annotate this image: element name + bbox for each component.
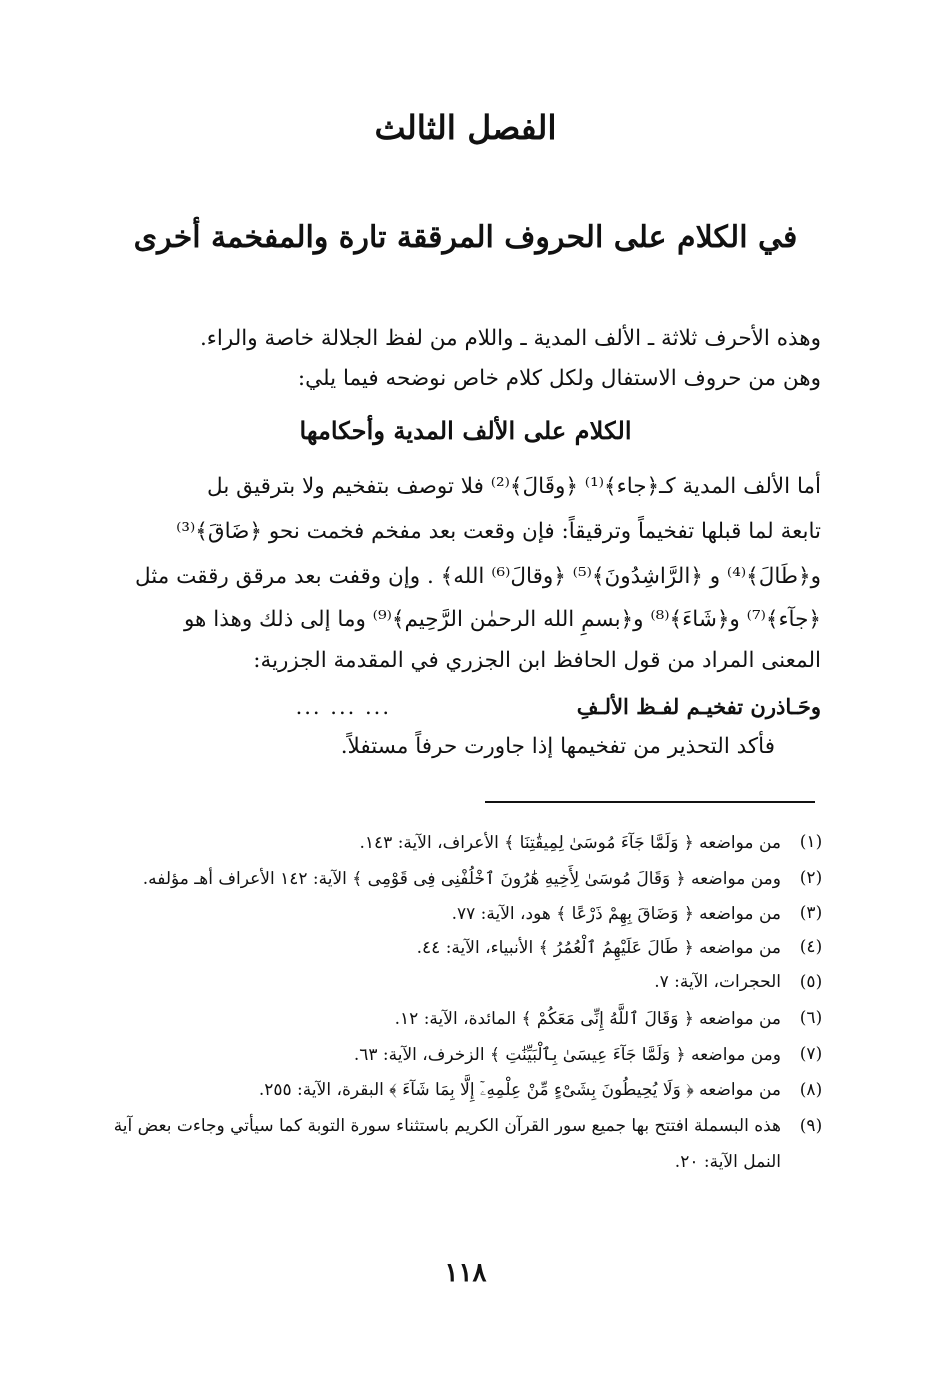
body-line-2: تابعة لما قبلها تفخيماً وترقيقاً: فإن وقعت بعد مفخم فخمت نحو ﴿ضَاقَ﴾⁽³⁾ (176, 519, 821, 544)
footnote-number: (٤) (799, 937, 823, 957)
footnote-number: (١) (799, 832, 823, 852)
footnote-text: هذه البسملة افتتح بها جميع سور القرآن الكريم باستثناء سورة التوبة كما سيأتي وجاءت بعض آية (113, 1116, 781, 1136)
conclusion: فأكد التحذير من تفخيمها إذا جاورت حرفاً مستفلاً. (340, 734, 775, 759)
body-line-1: أما الألف المدية كـ﴿جاء﴾⁽¹⁾ ﴿وقَالَ﴾⁽²⁾ فلا توصف بتفخيم ولا بترقيق بل (207, 474, 821, 499)
intro-line-2: وهن من حروف الاستفال ولكل كلام خاص نوضحه فيما يلي: (297, 366, 821, 391)
body-line-5: المعنى المراد من قول الحافظ ابن الجزري في المقدمة الجزرية: (253, 648, 821, 673)
section-title: الكلام على الألف المدية وأحكامها (299, 416, 632, 445)
verse-ellipsis: ... ... ... (295, 695, 391, 719)
footnote-number: (٩) (799, 1116, 823, 1136)
footnote-text: ومن مواضعه ﴿ وَلَمَّا جَآءَ عِيسَىٰ بِٱلْبَيِّنَٰتِ ﴾ الزخرف، الآية: ٦٣. (353, 1045, 781, 1065)
body-line-3: و﴿طَالَ﴾⁽⁴⁾ و ﴿الرَّاشِدُونَ﴾⁽⁵⁾ ﴿وقالَ⁽⁶⁾ الله﴾ . وإن وقفت بعد مرقق رققت مثل (134, 564, 821, 589)
footnote-text: من مواضعه ﴿ وَضَاقَ بِهِمْ ذَرْعًا ﴾ هود، الآية: ٧٧. (451, 904, 781, 924)
footnote-text: من مواضعه ﴿ وَقَالَ ٱللَّهُ إِنِّى مَعَكُمْ ﴾ المائدة، الآية: ١٢. (394, 1009, 781, 1029)
footnote-number: (٨) (799, 1080, 823, 1100)
footnote-text: النمل الآية: ٢٠. (674, 1152, 781, 1172)
footnote-number: (٥) (799, 972, 823, 992)
footnote-number: (٧) (799, 1044, 823, 1064)
footnote-text: الحجرات، الآية: ٧. (654, 972, 781, 992)
footnote-text: من مواضعه ﴿ وَلَا يُحِيطُونَ بِشَىْءٍ مِّنْ عِلْمِهِۦٓ إِلَّا بِمَا شَآءَ ﴾ البقرة، الآية: ٢٥٥. (258, 1080, 781, 1100)
chapter-subtitle: في الكلام على الحروف المرققة تارة والمفخمة أخرى (133, 220, 798, 255)
footnote-number: (٦) (799, 1008, 823, 1028)
footnote-text: من مواضعه ﴿ وَلَمَّا جَآءَ مُوسَىٰ لِمِيقَٰتِنَا ﴾ الأعراف، الآية: ١٤٣. (359, 833, 781, 853)
footnote-text: من مواضعه ﴿ طَالَ عَلَيْهِمُ ٱلْعُمُرُ ﴾ الأنبياء، الآية: ٤٤. (416, 938, 781, 958)
chapter-title: الفصل الثالث (374, 108, 557, 147)
footnote-text: ومن مواضعه ﴿ وَقَالَ مُوسَىٰ لِأَخِيهِ هَٰرُونَ ٱخْلُفْنِى فِى قَوْمِى ﴾ الآية: ١٤٢ الأعراف أهـ مؤلفه. (142, 869, 781, 889)
intro-line-1: وهذه الأحرف ثلاثة ـ الألف المدية ـ واللام من لفظ الجلالة خاصة والراء. (199, 326, 821, 351)
verse-line: وحَـاذرن تفخيـم لفـظ الألـفِ (576, 694, 821, 719)
body-line-4: ﴿جآء﴾⁽⁷⁾ و﴿شَاءَ﴾⁽⁸⁾ و﴿بسمِ الله الرحمٰن الرَّحِيم﴾⁽⁹⁾ وما إلى ذلك وهذا هو (183, 607, 821, 632)
footnote-number: (٢) (799, 868, 823, 888)
footnote-number: (٣) (799, 903, 823, 923)
footnote-separator (485, 801, 815, 803)
page-number: ١١٨ (444, 1257, 487, 1288)
